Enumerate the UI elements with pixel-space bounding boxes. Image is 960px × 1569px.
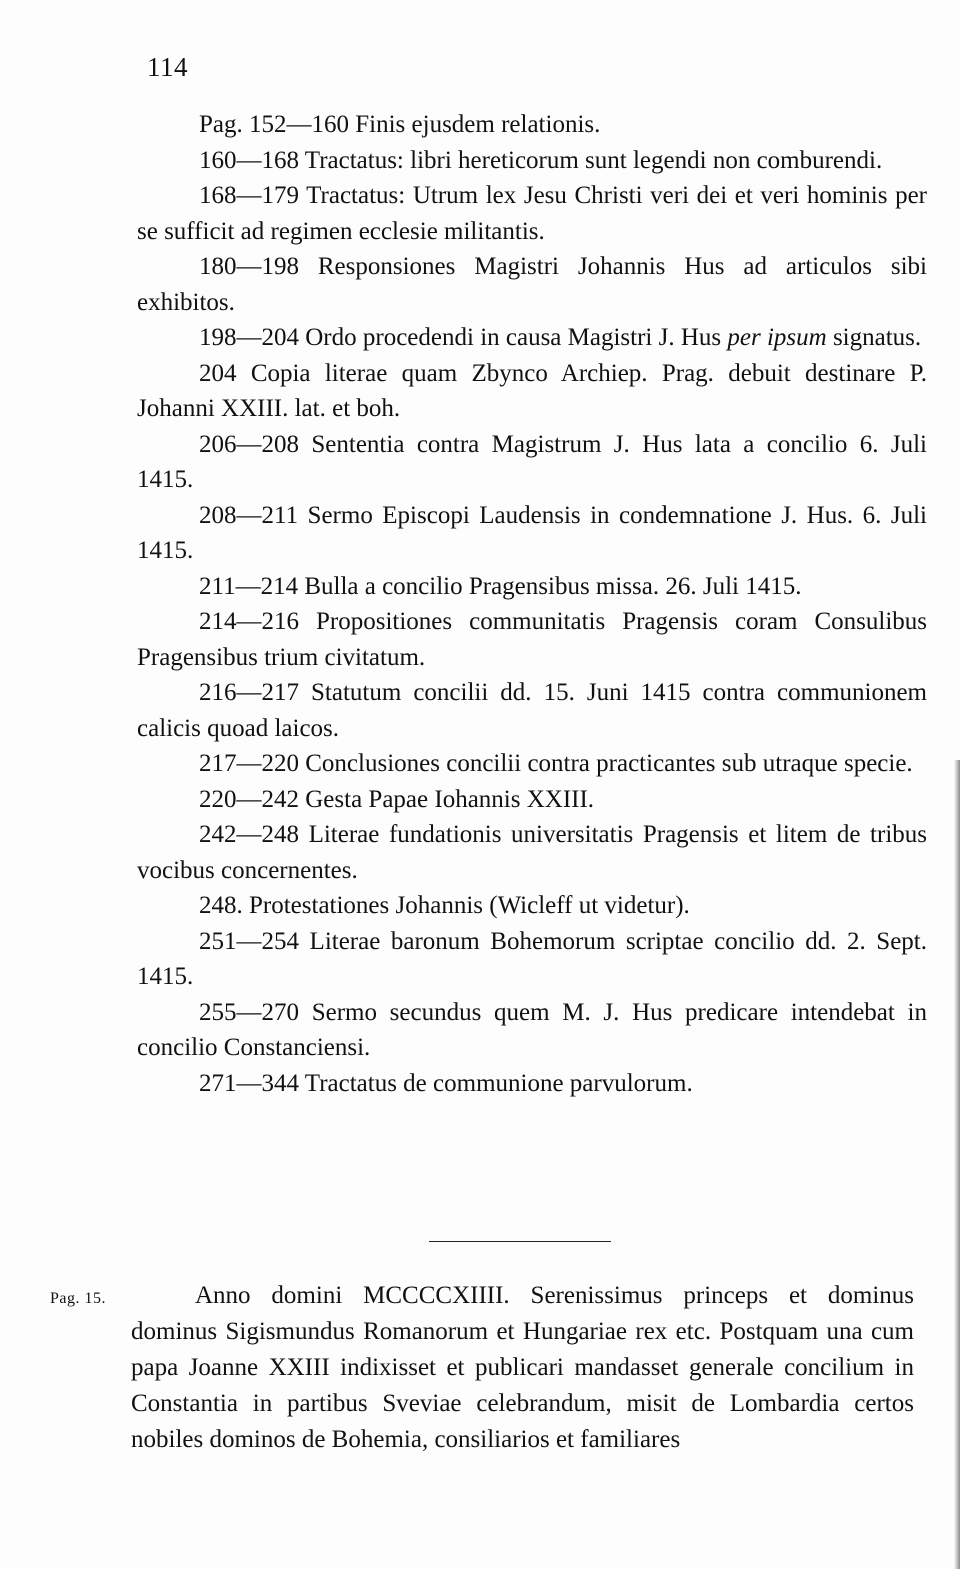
toc-entry: 217—220 Conclusiones concilii contra practicantes sub utraque specie.	[199, 750, 913, 777]
body-paragraph: Anno domini MCCCCXIIII. Serenissimus princeps et dominus dominus Sigismundus Romanorum et Hungariae rex etc. Postquam una cum papa Joanne XXIII indixisset et publicari mandasset generale concilium in Constantia in partibus Sveviae celebrandum, misit de Lombardia certos nobiles dominos de Bohemia, consiliarios et familiares	[131, 1282, 914, 1453]
toc-entry: 242—248 Literae fundationis universitatis Pragensis et litem de tribus vocibus concernentes.	[137, 821, 927, 884]
toc-entry: 251—254 Literae baronum Bohemorum scriptae concilio dd. 2. Sept. 1415.	[137, 927, 927, 990]
toc-entry: 206—208 Sententia contra Magistrum J. Hus lata a concilio 6. Juli 1415.	[137, 430, 927, 493]
toc-entry: 216—217 Statutum concilii dd. 15. Juni 1415 contra communionem calicis quoad laicos.	[137, 679, 927, 742]
toc-entry	[137, 320, 927, 356]
page-number: 114	[147, 52, 188, 82]
toc-entry-italic: per ipsum	[727, 324, 827, 351]
toc-entry: Pag. 152—160 Finis ejusdem relationis.	[199, 111, 601, 138]
margin-page-reference: Pag. 15.	[50, 1290, 106, 1307]
page-edge-shadow	[954, 760, 960, 1569]
toc-entry: 248. Protestationes Johannis (Wicleff ut videtur).	[199, 892, 690, 919]
toc-entry: 168—179 Tractatus: Utrum lex Jesu Christi veri dei et veri hominis per se sufficit ad regimen ecclesie militantis.	[137, 182, 927, 245]
toc-entry: 160—168 Tractatus: libri hereticorum sunt legendi non comburendi.	[199, 146, 883, 174]
toc-entry: 214—216 Propositiones communitatis Pragensis coram Consulibus Pragensibus trium civitatum.	[137, 608, 927, 671]
toc-entry: 204 Copia literae quam Zbynco Archiep. Prag. debuit destinare P. Johanni XXIII. lat. et boh.	[137, 359, 927, 422]
toc-entry: 208—211 Sermo Episcopi Laudensis in condemnatione J. Hus. 6. Juli 1415.	[137, 501, 927, 564]
section-divider	[429, 1241, 611, 1242]
toc-entry-text: signatus.	[826, 324, 922, 351]
table-of-contents	[137, 107, 927, 1101]
toc-entry-text: 198—204 Ordo procedendi in causa Magistri J. Hus	[199, 324, 728, 351]
toc-entry: 180—198 Responsiones Magistri Johannis Hus ad articulos sibi exhibitos.	[137, 253, 927, 316]
toc-entry: 220—242 Gesta Papae Iohannis XXIII.	[199, 785, 595, 813]
toc-entry: 211—214 Bulla a concilio Pragensibus missa. 26. Juli 1415.	[199, 572, 802, 600]
toc-entry: 255—270 Sermo secundus quem M. J. Hus predicare intendebat in concilio Constanciensi.	[137, 998, 927, 1061]
toc-entry: 271—344 Tractatus de communione parvulorum.	[199, 1069, 693, 1097]
